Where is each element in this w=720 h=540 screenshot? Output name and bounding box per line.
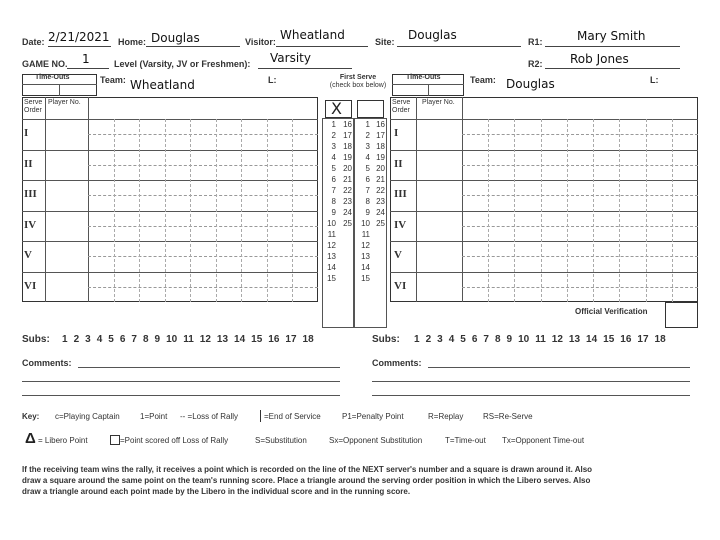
left-subs-numbers	[62, 334, 320, 345]
right-col1-score-number[interactable]: 14	[361, 263, 370, 272]
right-score-vline	[593, 119, 594, 302]
left-subs-label: Subs:	[22, 334, 50, 345]
right-timeouts-split	[428, 84, 429, 96]
left-team-value[interactable]: Wheatland	[130, 78, 195, 92]
right-sub-number[interactable]: 18	[654, 334, 666, 345]
right-score-vline	[646, 119, 647, 302]
right-sub-number[interactable]: 12	[551, 334, 563, 345]
right-col2-score-number[interactable]: 24	[376, 208, 385, 217]
left-col2-score-number[interactable]: 17	[343, 131, 352, 140]
key-captain: c=Playing Captain	[55, 412, 120, 421]
right-sub-number[interactable]: 5	[460, 334, 466, 345]
left-col1-score-number[interactable]: 11	[327, 230, 336, 239]
left-col1-score-number[interactable]: 14	[327, 263, 336, 272]
r1-label: R1:	[528, 37, 543, 47]
left-player-cell[interactable]	[46, 150, 88, 181]
visitor-value[interactable]: Wheatland	[280, 28, 345, 42]
left-sub-number[interactable]: 8	[142, 334, 149, 345]
left-col1-score-number[interactable]: 15	[327, 274, 336, 283]
left-row-dashline	[88, 256, 318, 257]
right-rotation-label: VI	[394, 279, 407, 292]
right-sub-number[interactable]: 9	[506, 334, 513, 345]
key-penalty: P1=Penalty Point	[342, 412, 404, 421]
left-sub-number[interactable]: 2	[73, 334, 80, 345]
right-col1-score-number[interactable]: 11	[361, 230, 370, 239]
key-label: Key:	[22, 412, 40, 421]
right-sub-number[interactable]: 7	[483, 334, 489, 345]
left-sub-number[interactable]: 10	[166, 334, 178, 345]
right-col1-score-number[interactable]: 5	[365, 164, 370, 173]
key-replay: R=Replay	[428, 412, 464, 421]
instructions-line-1: If the receiving team wins the rally, it receives a point which is recorded on the line of the NEXT server's number and a square is drawn around it. Also	[22, 465, 593, 474]
first-serve-sublabel: (check box below)	[329, 82, 387, 89]
visitor-underline	[276, 46, 368, 47]
left-player-cell[interactable]	[46, 119, 88, 150]
left-col2-score-number[interactable]: 25	[343, 219, 352, 228]
right-col2-score-number[interactable]: 25	[376, 219, 385, 228]
right-timeouts-label: Time-Outs	[406, 74, 441, 81]
left-col1-score-number[interactable]: 2	[331, 131, 336, 140]
left-col1-score-number[interactable]: 12	[327, 241, 336, 250]
right-score-vline	[514, 119, 515, 302]
game-no-label: GAME NO.	[22, 59, 68, 69]
visitor-label: Visitor:	[245, 37, 276, 47]
right-col2-score-number[interactable]: 19	[376, 153, 385, 162]
left-score-vline	[216, 119, 217, 302]
right-rotation-label: II	[394, 157, 403, 170]
right-row-dashline	[462, 195, 698, 196]
right-col1-score-number[interactable]: 3	[365, 142, 370, 151]
left-rotation-label: III	[24, 188, 37, 200]
key-reserve: RS=Re-Serve	[483, 412, 533, 421]
right-player-cell[interactable]	[416, 180, 462, 211]
right-player-cell[interactable]	[416, 150, 462, 181]
left-col1-score-number[interactable]: 5	[331, 164, 336, 173]
left-player-cell[interactable]	[46, 211, 88, 242]
left-col2-score-number[interactable]: 23	[343, 197, 352, 206]
right-col2-score-number[interactable]: 18	[376, 142, 385, 151]
left-col1-score-number[interactable]: 4	[331, 153, 336, 162]
key-timeout: T=Time-out	[445, 436, 486, 445]
right-score-vline	[567, 119, 568, 302]
date-underline	[48, 46, 111, 47]
official-verification-label: Official Verification	[575, 307, 648, 316]
instructions-line-3: draw a triangle around each point made by the Libero in the individual score and in the running score.	[22, 487, 411, 496]
left-player-cell[interactable]	[46, 241, 88, 272]
left-player-cell[interactable]	[46, 272, 88, 303]
left-sub-number[interactable]: 1	[62, 334, 68, 345]
left-sub-number[interactable]: 15	[251, 334, 263, 345]
left-col1-score-number[interactable]: 7	[331, 186, 336, 195]
left-sub-number[interactable]: 11	[183, 334, 194, 345]
right-sub-number[interactable]: 6	[471, 334, 478, 345]
date-value[interactable]: 2/21/2021	[48, 30, 110, 44]
left-comments-label: Comments:	[22, 358, 72, 368]
first-serve-right-box[interactable]	[357, 100, 384, 118]
left-score-vline	[114, 119, 115, 302]
right-player-cell[interactable]	[416, 241, 462, 272]
right-col1-score-number[interactable]: 4	[365, 153, 370, 162]
key-substitution: S=Substitution	[255, 436, 307, 445]
left-rotation-label: II	[24, 157, 33, 170]
right-sub-number[interactable]: 8	[494, 334, 501, 345]
left-sub-number[interactable]: 7	[131, 334, 137, 345]
right-col2-score-number[interactable]: 17	[376, 131, 385, 140]
right-col1-score-number[interactable]: 8	[365, 197, 370, 206]
right-col2-score-number[interactable]: 20	[376, 164, 385, 173]
r1-value[interactable]: Mary Smith	[577, 29, 646, 43]
right-l-label: L:	[650, 75, 659, 85]
key-point: 1=Point	[140, 412, 168, 421]
right-sub-number[interactable]: 2	[425, 334, 432, 345]
left-col1-score-number[interactable]: 6	[331, 175, 336, 184]
right-score-vline	[488, 119, 489, 302]
left-rotation-label: V	[24, 249, 32, 261]
left-row-dashline	[88, 134, 318, 135]
first-serve-mark: X	[331, 99, 342, 118]
first-serve-label: First Serve	[339, 74, 377, 81]
right-col1-score-number[interactable]: 12	[361, 241, 370, 250]
r2-label: R2:	[528, 59, 543, 69]
left-l-label: L:	[268, 75, 277, 85]
left-timeouts-label: Time-Outs	[35, 74, 70, 81]
level-label: Level (Varsity, JV or Freshmen):	[114, 59, 251, 69]
right-col1-score-number[interactable]: 2	[365, 131, 370, 140]
right-player-no-label: Player No.	[422, 99, 455, 106]
right-col2-score-number[interactable]: 22	[376, 186, 385, 195]
left-score-vline	[292, 119, 293, 302]
right-subs-numbers	[414, 334, 672, 345]
left-score-vline	[241, 119, 242, 302]
right-col1-score-number[interactable]: 1	[365, 120, 370, 129]
level-value[interactable]: Varsity	[270, 51, 311, 65]
left-sub-number[interactable]: 9	[154, 334, 161, 345]
left-col2-score-number[interactable]: 19	[343, 153, 352, 162]
left-sub-number[interactable]: 3	[85, 334, 91, 345]
left-rotation-label: IV	[24, 218, 37, 231]
left-comments-line-3[interactable]	[22, 395, 340, 396]
right-col2-score-number[interactable]: 23	[376, 197, 385, 206]
right-player-cell[interactable]	[416, 211, 462, 242]
instructions-line-2: draw a square around the same point on the team's running score. Place a triangle around the serving order position in which the Libero serves. Also	[22, 476, 591, 485]
left-sub-number[interactable]: 13	[216, 334, 229, 345]
site-value[interactable]: Douglas	[408, 28, 457, 42]
right-sub-number[interactable]: 4	[448, 334, 455, 345]
left-comments-line-1[interactable]	[78, 367, 340, 368]
left-rotation-label: VI	[24, 279, 37, 292]
left-player-cell[interactable]	[46, 180, 88, 211]
right-sub-number[interactable]: 11	[535, 334, 546, 345]
key-loss: -- =Loss of Rally	[180, 412, 239, 421]
left-sub-number[interactable]: 6	[119, 334, 126, 345]
official-verification-box[interactable]	[665, 302, 698, 328]
right-rotation-label: IV	[394, 218, 407, 231]
right-row-dashline	[462, 287, 698, 288]
left-score-vline	[190, 119, 191, 302]
right-col2-score-number[interactable]: 16	[376, 120, 385, 129]
game-no-value[interactable]: 1	[82, 52, 90, 66]
right-sub-number[interactable]: 10	[518, 334, 530, 345]
level-underline	[258, 68, 352, 69]
left-row-dashline	[88, 195, 318, 196]
left-timeouts-split	[59, 84, 60, 96]
right-sub-number[interactable]: 3	[437, 334, 443, 345]
left-sub-number[interactable]: 4	[96, 334, 103, 345]
left-col1-score-number[interactable]: 13	[327, 252, 336, 261]
right-sub-number[interactable]: 13	[568, 334, 581, 345]
left-col2-score-number[interactable]: 16	[343, 120, 352, 129]
key-end-service: =End of Service	[264, 412, 321, 421]
end-service-icon	[260, 410, 261, 422]
left-row-dashline	[88, 226, 318, 227]
right-rotation-label: III	[394, 188, 407, 200]
right-comments-line-2[interactable]	[372, 381, 690, 382]
right-col1-score-number[interactable]: 10	[361, 219, 370, 228]
left-col2-score-number[interactable]: 18	[343, 142, 352, 151]
right-score-vline	[672, 119, 673, 302]
right-col1-score-number[interactable]: 7	[365, 186, 370, 195]
right-sub-number[interactable]: 16	[620, 334, 632, 345]
left-sub-number[interactable]: 14	[234, 334, 246, 345]
right-sub-number[interactable]: 14	[586, 334, 598, 345]
right-player-cell[interactable]	[416, 119, 462, 150]
r1-underline	[545, 46, 680, 47]
left-sub-number[interactable]: 16	[268, 334, 280, 345]
left-rotation-label: I	[24, 127, 29, 139]
left-col2-score-number[interactable]: 22	[343, 186, 352, 195]
left-col1-score-number[interactable]: 10	[327, 219, 336, 228]
site-underline	[397, 46, 521, 47]
left-score-vline	[267, 119, 268, 302]
left-col2-score-number[interactable]: 20	[343, 164, 352, 173]
left-serve-order-label: Serve Order	[24, 99, 43, 114]
right-row-dashline	[462, 165, 698, 166]
right-score-vline	[619, 119, 620, 302]
right-comments-line-1[interactable]	[428, 367, 690, 368]
site-label: Site:	[375, 37, 395, 47]
right-rotation-label: V	[394, 249, 402, 261]
home-label: Home:	[118, 37, 147, 47]
right-rotation-label: I	[394, 127, 399, 139]
right-sub-number[interactable]: 15	[603, 334, 615, 345]
right-col1-score-number[interactable]: 9	[365, 208, 370, 217]
right-row-dashline	[462, 256, 698, 257]
libero-triangle-icon: Δ	[25, 430, 36, 447]
left-sub-number[interactable]: 17	[285, 334, 297, 345]
right-comments-line-3[interactable]	[372, 395, 690, 396]
right-col1-score-number[interactable]: 6	[365, 175, 370, 184]
left-col2-score-number[interactable]: 24	[343, 208, 352, 217]
left-col1-score-number[interactable]: 9	[331, 208, 336, 217]
right-row-dashline	[462, 226, 698, 227]
left-sub-number[interactable]: 18	[302, 334, 314, 345]
key-opp-timeout: Tx=Opponent Time-out	[502, 436, 585, 445]
right-comments-label: Comments:	[372, 358, 422, 368]
right-score-vline	[541, 119, 542, 302]
left-row-dashline	[88, 165, 318, 166]
left-col1-score-number[interactable]: 3	[331, 142, 336, 151]
key-libero: = Libero Point	[38, 436, 88, 445]
left-sub-number[interactable]: 12	[199, 334, 211, 345]
left-team-label: Team:	[100, 75, 126, 85]
game-no-underline	[67, 68, 109, 69]
left-col1-score-number[interactable]: 8	[331, 197, 336, 206]
home-value[interactable]: Douglas	[151, 31, 200, 45]
right-col1-score-number[interactable]: 15	[361, 274, 370, 283]
left-score-vline	[165, 119, 166, 302]
key-scored-off: =Point scored off Loss of Rally	[120, 436, 229, 445]
right-sub-number[interactable]: 1	[414, 334, 420, 345]
left-row-dashline	[88, 287, 318, 288]
left-comments-line-2[interactable]	[22, 381, 340, 382]
right-team-value[interactable]: Douglas	[506, 77, 555, 91]
right-col2-score-number[interactable]: 21	[376, 175, 385, 184]
square-icon	[110, 435, 120, 445]
r2-value[interactable]: Rob Jones	[570, 52, 629, 66]
r2-underline	[545, 68, 680, 69]
left-col1-score-number[interactable]: 1	[331, 120, 336, 129]
key-opp-sub: Sx=Opponent Substitution	[329, 436, 423, 445]
right-col1-score-number[interactable]: 13	[361, 252, 370, 261]
left-score-vline	[139, 119, 140, 302]
right-sub-number[interactable]: 17	[637, 334, 649, 345]
right-player-cell[interactable]	[416, 272, 462, 303]
right-team-label: Team:	[470, 75, 496, 85]
right-row-dashline	[462, 134, 698, 135]
right-subs-label: Subs:	[372, 334, 400, 345]
left-col2-score-number[interactable]: 21	[343, 175, 352, 184]
left-player-no-label: Player No.	[48, 99, 81, 106]
home-underline	[146, 46, 240, 47]
left-sub-number[interactable]: 5	[108, 334, 114, 345]
date-label: Date:	[22, 37, 45, 47]
right-serve-order-label: Serve Order	[392, 99, 411, 114]
